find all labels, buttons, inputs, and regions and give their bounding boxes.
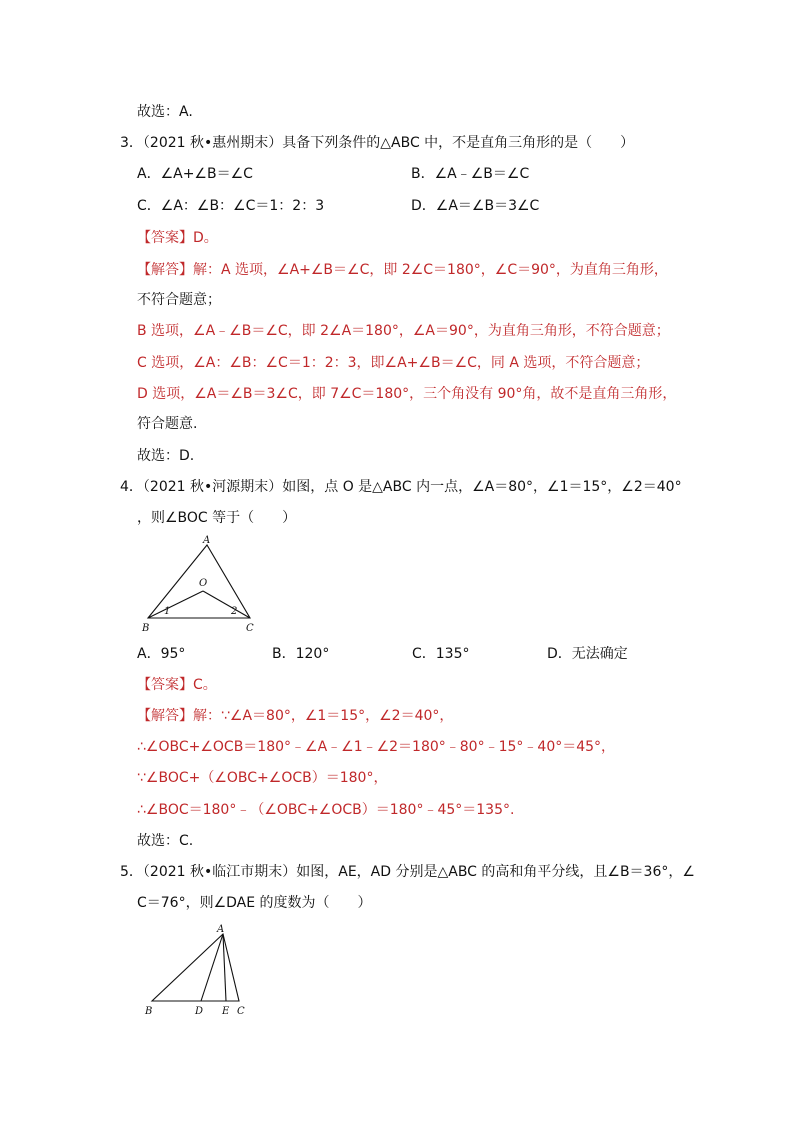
q4-solution-line: ∴∠BOC＝180°﹣（∠OBC+∠OCB）＝180°﹣45°＝135°. — [137, 802, 515, 818]
q3-solution-line: 【解答】解：A 选项，∠A+∠B＝∠C，即 2∠C＝180°，∠C＝90°，为直角三角形， — [137, 262, 668, 278]
q5-stem-line2: C＝76°，则∠DAE 的度数为（ ） — [137, 895, 372, 911]
q4-solution-line: ∵∠BOC+（∠OBC+∠OCB）＝180°， — [137, 770, 388, 786]
q3-solution-line: 不符合题意； — [137, 292, 221, 308]
q4-solution-line: 【解答】解：∵∠A＝80°，∠1＝15°，∠2＝40°， — [137, 708, 454, 724]
q5-label-c: C — [237, 1006, 245, 1017]
q3-solution-line: C 选项，∠A：∠B：∠C＝1：2：3，即∠A+∠B＝∠C，同 A 选项，不符合题意； — [137, 355, 650, 371]
q3-option-d: D．∠A＝∠B＝3∠C — [411, 198, 540, 214]
q4-label-a: A — [203, 535, 211, 546]
q3-answer: 【答案】D。 — [137, 230, 218, 246]
q5-label-e: E — [222, 1006, 230, 1017]
q3-conclusion: 故选：D. — [137, 448, 195, 464]
q4-label-c: C — [246, 623, 254, 634]
q3-solution-line: 符合题意. — [137, 416, 198, 432]
q4-option-c: C．135° — [412, 646, 470, 662]
q4-solution-line: ∴∠OBC+∠OCB＝180°﹣∠A﹣∠1﹣∠2＝180°﹣80°﹣15°﹣40°＝45°， — [137, 739, 616, 755]
q4-label-o: O — [199, 578, 208, 589]
q4-option-a: A．95° — [137, 646, 186, 662]
q4-triangle-figure — [140, 532, 265, 637]
prev-conclusion: 故选：A. — [137, 104, 193, 120]
q4-option-d: D．无法确定 — [547, 646, 628, 662]
q3-stem: 3．（2021 秋•惠州期末）具备下列条件的△ABC 中，不是直角三角形的是（ ） — [120, 135, 635, 151]
q4-stem-line1: 4．（2021 秋•河源期末）如图，点 O 是△ABC 内一点，∠A＝80°，∠1＝15°，∠2＝40° — [120, 479, 682, 495]
q5-label-a: A — [217, 924, 225, 935]
q5-label-b: B — [145, 1006, 153, 1017]
q5-label-d: D — [195, 1006, 204, 1017]
q3-solution-line: D 选项，∠A＝∠B＝3∠C，即 7∠C＝180°，三个角没有 90°角，故不是直角三角形， — [137, 386, 677, 402]
q4-stem-line2: ，则∠BOC 等于（ ） — [137, 510, 297, 526]
q3-option-a: A．∠A+∠B＝∠C — [137, 166, 253, 182]
q4-answer: 【答案】C。 — [137, 677, 217, 693]
q3-option-c: C．∠A：∠B：∠C＝1：2：3 — [137, 198, 325, 214]
q4-label-angle1: 1 — [164, 606, 171, 617]
q3-option-b: B．∠A﹣∠B＝∠C — [411, 166, 530, 182]
q4-label-angle2: 2 — [231, 606, 238, 617]
q4-label-b: B — [142, 623, 150, 634]
q4-option-b: B．120° — [272, 646, 330, 662]
q5-stem-line1: 5．（2021 秋•临江市期末）如图，AE，AD 分别是△ABC 的高和角平分线，且∠B＝36°，∠ — [120, 864, 695, 880]
q4-conclusion: 故选：C. — [137, 833, 194, 849]
q3-solution-line: B 选项，∠A﹣∠B＝∠C，即 2∠A＝180°，∠A＝90°，为直角三角形，不符合题意； — [137, 323, 670, 339]
q5-triangle-figure — [140, 922, 260, 1022]
